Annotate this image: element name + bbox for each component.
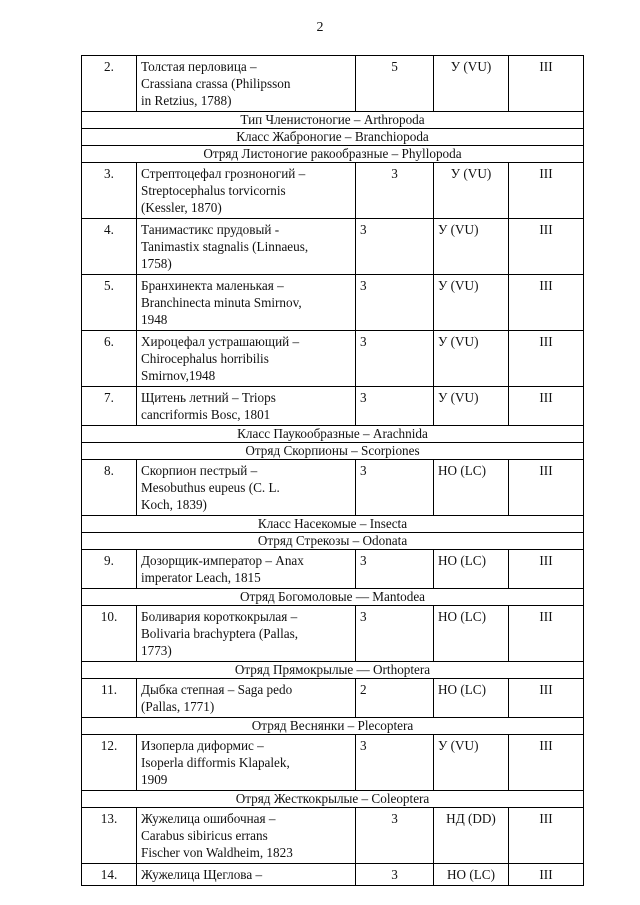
species-name-line: Fischer von Waldheim, 1823: [141, 845, 293, 860]
row-number: 10.: [82, 606, 137, 662]
row-number: 12.: [82, 735, 137, 791]
species-name: [137, 219, 356, 275]
species-name: [137, 808, 356, 864]
priority-cell: III: [509, 460, 584, 516]
species-name: [137, 460, 356, 516]
species-name-line: Bolivaria brachyptera (Pallas,: [141, 626, 299, 641]
species-row: [82, 735, 584, 791]
category-cell: 3: [356, 808, 434, 864]
priority-cell: III: [509, 331, 584, 387]
taxon-header-row: [82, 718, 584, 735]
species-name-line: Хироцефал устрашающий –: [141, 334, 300, 349]
species-name: [137, 387, 356, 426]
species-name-line: Koch, 1839): [141, 497, 207, 512]
species-name: [137, 550, 356, 589]
status-cell: НО (LC): [434, 606, 509, 662]
priority-cell: III: [509, 735, 584, 791]
category-cell: 3: [356, 550, 434, 589]
species-row: [82, 808, 584, 864]
species-name-line: Танимастикс прудовый -: [141, 222, 280, 237]
species-row: [82, 606, 584, 662]
species-row: [82, 331, 584, 387]
species-name-line: imperator Leach, 1815: [141, 570, 261, 585]
taxon-header-row: [82, 112, 584, 129]
species-name-line: Дозорщик-император – Anax: [141, 553, 304, 568]
species-name-line: Толстая перловица –: [141, 59, 257, 74]
taxon-header: Отряд Богомоловые — Mantodea: [82, 589, 584, 606]
species-name-line: Жужелица ошибочная –: [141, 811, 276, 826]
species-name-line: (Kessler, 1870): [141, 200, 222, 215]
species-name-line: Chirocephalus horribilis: [141, 351, 269, 366]
taxon-header-row: [82, 146, 584, 163]
row-number: 2.: [82, 56, 137, 112]
taxon-header: Отряд Веснянки – Plecoptera: [82, 718, 584, 735]
status-cell: НО (LC): [434, 679, 509, 718]
species-row: [82, 460, 584, 516]
species-name-line: Carabus sibiricus errans: [141, 828, 268, 843]
status-cell: У (VU): [434, 275, 509, 331]
taxon-header: Класс Насекомые – Insecta: [82, 516, 584, 533]
taxon-header: Отряд Стрекозы – Odonata: [82, 533, 584, 550]
species-table: [81, 55, 584, 886]
taxon-header-row: [82, 443, 584, 460]
species-row: [82, 275, 584, 331]
priority-cell: III: [509, 275, 584, 331]
species-name: [137, 679, 356, 718]
taxon-header: Отряд Прямокрылые — Orthoptera: [82, 662, 584, 679]
species-name-line: Isoperla difformis Klapalek,: [141, 755, 290, 770]
status-cell: У (VU): [434, 219, 509, 275]
row-number: 14.: [82, 864, 137, 886]
priority-cell: III: [509, 550, 584, 589]
row-number: 11.: [82, 679, 137, 718]
species-name-line: Изоперла диформис –: [141, 738, 264, 753]
row-number: 6.: [82, 331, 137, 387]
category-cell: 3: [356, 460, 434, 516]
species-name-line: (Pallas, 1771): [141, 699, 215, 714]
priority-cell: III: [509, 387, 584, 426]
priority-cell: III: [509, 163, 584, 219]
taxon-header: Отряд Жесткокрылые – Coleoptera: [82, 791, 584, 808]
species-row: [82, 550, 584, 589]
species-name: [137, 735, 356, 791]
priority-cell: III: [509, 864, 584, 886]
category-cell: 3: [356, 864, 434, 886]
species-name-line: Crassiana crassa (Philipsson: [141, 76, 291, 91]
species-name: [137, 864, 356, 886]
species-name-line: 1909: [141, 772, 168, 787]
species-name-line: 1758): [141, 256, 172, 271]
status-cell: У (VU): [434, 735, 509, 791]
species-name-line: Streptocephalus torvicornis: [141, 183, 286, 198]
species-row: [82, 163, 584, 219]
category-cell: 3: [356, 735, 434, 791]
species-name-line: Branchinecta minuta Smirnov,: [141, 295, 302, 310]
taxon-header-row: [82, 516, 584, 533]
taxon-header: Класс Жаброногие – Branchiopoda: [82, 129, 584, 146]
priority-cell: III: [509, 219, 584, 275]
species-name: [137, 331, 356, 387]
category-cell: 5: [356, 56, 434, 112]
species-name: [137, 275, 356, 331]
species-name-line: Боливария короткокрылая –: [141, 609, 298, 624]
priority-cell: III: [509, 679, 584, 718]
row-number: 13.: [82, 808, 137, 864]
row-number: 9.: [82, 550, 137, 589]
row-number: 4.: [82, 219, 137, 275]
taxon-header: Отряд Листоногие ракообразные – Phyllopoda: [82, 146, 584, 163]
status-cell: У (VU): [434, 387, 509, 426]
page-number: 2: [316, 20, 324, 35]
species-row: [82, 387, 584, 426]
species-name-line: Бранхинекта маленькая –: [141, 278, 284, 293]
taxon-header: Класс Паукообразные – Arachnida: [82, 426, 584, 443]
row-number: 5.: [82, 275, 137, 331]
category-cell: 3: [356, 163, 434, 219]
species-row: [82, 56, 584, 112]
priority-cell: III: [509, 56, 584, 112]
taxon-header-row: [82, 533, 584, 550]
species-name-line: 1948: [141, 312, 168, 327]
status-cell: НО (LC): [434, 460, 509, 516]
species-name-line: Жужелица Щеглова –: [141, 867, 263, 882]
priority-cell: III: [509, 606, 584, 662]
species-name-line: Стрептоцефал грозноногий –: [141, 166, 306, 181]
taxon-header-row: [82, 662, 584, 679]
status-cell: У (VU): [434, 56, 509, 112]
category-cell: 2: [356, 679, 434, 718]
species-row: [82, 219, 584, 275]
taxon-header-row: [82, 426, 584, 443]
taxon-header: Отряд Скорпионы – Scorpiones: [82, 443, 584, 460]
species-name: [137, 606, 356, 662]
species-row: [82, 679, 584, 718]
row-number: 3.: [82, 163, 137, 219]
taxon-header: Тип Членистоногие – Arthropoda: [82, 112, 584, 129]
category-cell: 3: [356, 219, 434, 275]
row-number: 8.: [82, 460, 137, 516]
species-name-line: in Retzius, 1788): [141, 93, 232, 108]
species-row: [82, 864, 584, 886]
category-cell: 3: [356, 275, 434, 331]
priority-cell: III: [509, 808, 584, 864]
status-cell: У (VU): [434, 331, 509, 387]
species-name-line: 1773): [141, 643, 172, 658]
category-cell: 3: [356, 331, 434, 387]
species-name-line: Tanimastix stagnalis (Linnaeus,: [141, 239, 309, 254]
status-cell: У (VU): [434, 163, 509, 219]
table-body: [82, 56, 584, 886]
taxon-header-row: [82, 589, 584, 606]
species-name-line: Щитень летний – Triops: [141, 390, 276, 405]
species-name-line: Скорпион пестрый –: [141, 463, 258, 478]
row-number: 7.: [82, 387, 137, 426]
species-name-line: cancriformis Bosc, 1801: [141, 407, 271, 422]
category-cell: 3: [356, 387, 434, 426]
status-cell: НО (LC): [434, 864, 509, 886]
category-cell: 3: [356, 606, 434, 662]
status-cell: НД (DD): [434, 808, 509, 864]
species-name: [137, 163, 356, 219]
species-name-line: Smirnov,1948: [141, 368, 216, 383]
taxon-header-row: [82, 791, 584, 808]
species-name-line: Дыбка степная – Saga pedo: [141, 682, 293, 697]
taxon-header-row: [82, 129, 584, 146]
status-cell: НО (LC): [434, 550, 509, 589]
species-name-line: Mesobuthus eupeus (C. L.: [141, 480, 280, 495]
species-name: [137, 56, 356, 112]
